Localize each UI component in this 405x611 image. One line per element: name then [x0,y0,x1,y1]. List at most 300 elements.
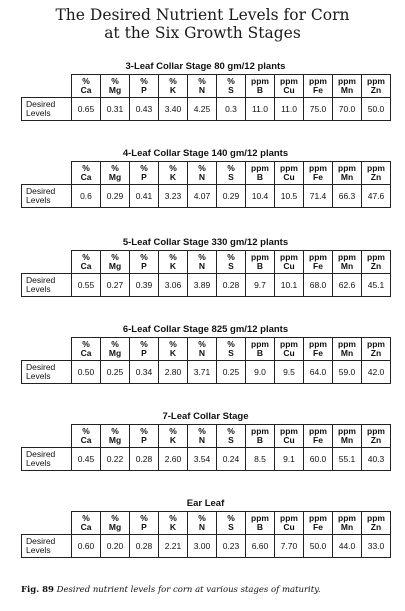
corner-cell [22,512,72,535]
header-element: S [228,522,234,532]
row-label-line-2: Levels [26,195,51,205]
value-cell: 55.1 [333,448,362,471]
header-element: Mn [340,85,354,95]
header-unit: ppm [280,339,298,349]
header-unit: % [111,252,119,262]
header-unit: % [111,426,119,436]
header-element: P [141,348,147,358]
header-row [22,251,391,274]
column-header [101,512,130,535]
header-element: Ca [80,348,92,358]
column-header [130,162,159,185]
column-header [159,425,188,448]
value-cell: 11.0 [246,98,275,121]
column-header [304,251,333,274]
header-element: B [256,85,264,95]
header-row [22,338,391,361]
header-element: K [169,435,177,445]
column-header [72,338,101,361]
header-element: Fe [313,348,323,358]
column-header [362,75,391,98]
header-unit: % [82,252,90,262]
header-unit: ppm [251,426,269,436]
column-header [275,425,304,448]
header-row [22,162,391,185]
row-label-line-2: Levels [26,458,51,468]
header-unit: ppm [338,426,356,436]
value-cell: 4.07 [188,185,217,208]
header-unit: ppm [367,163,385,173]
header-element: Fe [313,522,323,532]
header-element: P [141,435,147,445]
table-row [22,98,391,121]
stage-section [21,60,390,121]
value-cell: 0.34 [130,361,159,384]
header-unit: ppm [251,339,269,349]
header-unit: ppm [338,163,356,173]
header-element: Mn [340,172,354,182]
header-unit: % [227,76,235,86]
column-header [275,251,304,274]
value-cell: 0.24 [217,448,246,471]
column-header [72,162,101,185]
header-unit: % [169,163,177,173]
column-header [362,251,391,274]
column-header [362,162,391,185]
header-element: P [141,261,147,271]
header-element: K [169,348,177,358]
column-header [217,512,246,535]
header-element: Cu [283,435,295,445]
header-unit: % [198,339,206,349]
column-header [246,338,275,361]
value-cell: 10.4 [246,185,275,208]
row-label-line-1: Desired [26,186,56,196]
column-header [217,162,246,185]
header-element: P [141,85,147,95]
value-cell: 0.31 [101,98,130,121]
header-element: Mg [108,348,122,358]
column-header [275,162,304,185]
header-unit: ppm [309,339,327,349]
header-unit: ppm [367,426,385,436]
value-cell: 66.3 [333,185,362,208]
row-label [22,448,72,471]
table-row [22,361,391,384]
column-header [101,162,130,185]
value-cell: 50.0 [304,535,333,558]
value-cell: 45.1 [362,274,391,297]
column-header [246,512,275,535]
column-header [101,425,130,448]
value-cell: 0.55 [72,274,101,297]
header-element: N [198,261,206,271]
column-header [362,338,391,361]
value-cell: 0.6 [72,185,101,208]
header-element: Fe [313,261,323,271]
header-element: Mg [108,85,122,95]
header-element: K [169,172,177,182]
column-header [159,338,188,361]
header-element: Mn [340,348,354,358]
value-cell: 0.45 [72,448,101,471]
header-element: Mn [340,435,354,445]
header-element: N [198,435,206,445]
header-unit: ppm [367,339,385,349]
column-header [333,338,362,361]
header-unit: % [140,76,148,86]
value-cell: 0.25 [217,361,246,384]
header-element: Mn [340,261,354,271]
header-element: Cu [283,522,295,532]
header-unit: % [227,163,235,173]
header-element: B [256,172,264,182]
header-unit: % [169,252,177,262]
header-unit: % [169,513,177,523]
column-header [362,512,391,535]
header-element: B [256,435,264,445]
header-unit: % [111,163,119,173]
header-unit: ppm [309,252,327,262]
header-unit: ppm [309,76,327,86]
header-element: Cu [283,172,295,182]
header-unit: % [140,163,148,173]
header-element: K [169,522,177,532]
table-row [22,274,391,297]
value-cell: 9.0 [246,361,275,384]
column-header [101,251,130,274]
column-header [217,425,246,448]
header-unit: % [111,339,119,349]
value-cell: 8.5 [246,448,275,471]
value-cell: 3.06 [159,274,188,297]
column-header [217,338,246,361]
column-header [333,251,362,274]
value-cell: 2.60 [159,448,188,471]
value-cell: 0.50 [72,361,101,384]
stage-section [21,147,390,208]
header-unit: ppm [280,513,298,523]
column-header [246,75,275,98]
stage-heading: Ear Leaf [186,498,225,509]
header-unit: ppm [367,513,385,523]
value-cell: 3.89 [188,274,217,297]
header-element: Fe [313,85,323,95]
column-header [304,425,333,448]
table-row [22,535,391,558]
value-cell: 0.28 [217,274,246,297]
value-cell: 0.43 [130,98,159,121]
column-header [217,75,246,98]
value-cell: 0.60 [72,535,101,558]
column-header [304,512,333,535]
row-label-line-2: Levels [26,284,51,294]
nutrient-table [21,74,391,121]
value-cell: 9.7 [246,274,275,297]
nutrient-table [21,250,391,297]
header-element: Mg [108,435,122,445]
header-element: N [198,522,206,532]
value-cell: 0.25 [101,361,130,384]
header-unit: % [198,426,206,436]
column-header [188,251,217,274]
value-cell: 33.0 [362,535,391,558]
row-label-line-1: Desired [26,449,56,459]
header-unit: ppm [309,163,327,173]
row-label-line-1: Desired [26,362,56,372]
corner-cell [22,338,72,361]
value-cell: 10.5 [275,185,304,208]
header-element: Cu [283,85,295,95]
header-unit: % [82,513,90,523]
header-unit: ppm [280,76,298,86]
header-element: N [198,348,206,358]
table-row [22,448,391,471]
column-header [159,162,188,185]
header-unit: % [169,76,177,86]
header-unit: ppm [338,252,356,262]
value-cell: 3.40 [159,98,188,121]
value-cell: 0.29 [101,185,130,208]
row-label-line-2: Levels [26,545,51,555]
row-label [22,535,72,558]
column-header [159,512,188,535]
header-unit: ppm [338,513,356,523]
stage-section [21,236,390,297]
header-element: Mg [108,261,122,271]
header-element: Ca [80,435,92,445]
column-header [130,251,159,274]
column-header [101,75,130,98]
header-unit: ppm [309,513,327,523]
row-label-line-2: Levels [26,371,51,381]
header-element: B [256,522,264,532]
header-unit: ppm [309,426,327,436]
header-row [22,75,391,98]
row-label-line-1: Desired [26,99,56,109]
value-cell: 0.28 [130,448,159,471]
column-header [188,425,217,448]
nutrient-table [21,337,391,384]
header-element: Mg [108,172,122,182]
column-header [217,251,246,274]
header-unit: ppm [251,252,269,262]
header-element: K [169,85,177,95]
header-unit: % [227,513,235,523]
header-element: S [228,172,234,182]
header-element: S [228,85,234,95]
header-element: Zn [370,522,382,532]
nutrient-table [21,511,391,558]
value-cell: 0.29 [217,185,246,208]
corner-cell [22,162,72,185]
value-cell: 0.39 [130,274,159,297]
header-unit: % [140,252,148,262]
column-header [275,512,304,535]
value-cell: 11.0 [275,98,304,121]
header-element: K [169,261,177,271]
header-row [22,512,391,535]
header-unit: ppm [367,252,385,262]
header-unit: ppm [251,76,269,86]
header-unit: % [82,163,90,173]
row-label-line-1: Desired [26,275,56,285]
value-cell: 62.6 [333,274,362,297]
header-element: B [256,261,264,271]
page-title [0,6,405,42]
header-element: N [198,172,206,182]
header-element: S [228,348,234,358]
title-line-1: The Desired Nutrient Levels for Corn [55,6,350,24]
column-header [275,338,304,361]
header-unit: ppm [338,339,356,349]
value-cell: 71.4 [304,185,333,208]
header-unit: ppm [280,163,298,173]
value-cell: 0.28 [130,535,159,558]
stage-heading: 7-Leaf Collar Stage [162,411,249,422]
column-header [130,425,159,448]
value-cell: 9.1 [275,448,304,471]
header-unit: ppm [280,252,298,262]
header-element: Zn [370,85,382,95]
header-unit: % [82,76,90,86]
value-cell: 64.0 [304,361,333,384]
value-cell: 42.0 [362,361,391,384]
corner-cell [22,251,72,274]
header-unit: % [227,252,235,262]
value-cell: 75.0 [304,98,333,121]
column-header [188,75,217,98]
header-element: Zn [370,435,382,445]
value-cell: 2.21 [159,535,188,558]
caption-text: Desired nutrient levels for corn at various stages of maturity. [56,585,321,595]
header-unit: % [198,163,206,173]
header-unit: % [111,513,119,523]
value-cell: 3.00 [188,535,217,558]
column-header [333,425,362,448]
column-header [304,162,333,185]
header-unit: ppm [251,163,269,173]
column-header [72,251,101,274]
column-header [246,425,275,448]
header-element: S [228,435,234,445]
column-header [246,251,275,274]
header-unit: % [198,76,206,86]
stage-heading: 5-Leaf Collar Stage 330 gm/12 plants [122,237,289,248]
header-unit: % [111,76,119,86]
corner-cell [22,425,72,448]
value-cell: 9.5 [275,361,304,384]
header-element: Mg [108,522,122,532]
title-line-2: at the Six Growth Stages [104,24,301,42]
column-header [333,75,362,98]
value-cell: 0.27 [101,274,130,297]
header-element: P [141,522,147,532]
value-cell: 2.80 [159,361,188,384]
value-cell: 0.3 [217,98,246,121]
stage-heading: 6-Leaf Collar Stage 825 gm/12 plants [122,324,289,335]
nutrient-table [21,424,391,471]
header-element: B [256,348,264,358]
header-row [22,425,391,448]
header-unit: ppm [251,513,269,523]
header-unit: % [198,252,206,262]
value-cell: 47.6 [362,185,391,208]
header-element: Zn [370,348,382,358]
stage-heading: 3-Leaf Collar Stage 80 gm/12 plants [125,61,286,72]
stage-heading: 4-Leaf Collar Stage 140 gm/12 plants [122,148,289,159]
header-element: S [228,261,234,271]
column-header [362,425,391,448]
row-label [22,274,72,297]
header-unit: % [140,339,148,349]
header-element: Mn [340,522,354,532]
column-header [130,75,159,98]
header-element: Zn [370,261,382,271]
row-label [22,185,72,208]
value-cell: 3.71 [188,361,217,384]
column-header [304,338,333,361]
corner-cell [22,75,72,98]
column-header [188,512,217,535]
column-header [275,75,304,98]
header-element: Cu [283,261,295,271]
value-cell: 50.0 [362,98,391,121]
header-element: Ca [80,522,92,532]
row-label [22,98,72,121]
column-header [72,425,101,448]
header-unit: % [82,426,90,436]
column-header [333,512,362,535]
header-unit: % [227,339,235,349]
value-cell: 44.0 [333,535,362,558]
column-header [159,75,188,98]
value-cell: 3.23 [159,185,188,208]
value-cell: 0.23 [217,535,246,558]
column-header [159,251,188,274]
column-header [246,162,275,185]
stage-section [21,410,390,471]
header-unit: % [227,426,235,436]
header-unit: % [82,339,90,349]
header-unit: % [140,513,148,523]
header-element: N [198,85,206,95]
header-element: Ca [80,261,92,271]
column-header [101,338,130,361]
figure-label: Fig. 89 [21,585,54,595]
value-cell: 59.0 [333,361,362,384]
value-cell: 70.0 [333,98,362,121]
header-unit: % [169,426,177,436]
column-header [333,162,362,185]
column-header [130,512,159,535]
header-element: Fe [313,172,323,182]
header-element: P [141,172,147,182]
row-label-line-2: Levels [26,108,51,118]
column-header [72,512,101,535]
header-element: Cu [283,348,295,358]
column-header [188,338,217,361]
header-unit: ppm [338,76,356,86]
stage-section [21,497,390,558]
value-cell: 3.54 [188,448,217,471]
value-cell: 0.22 [101,448,130,471]
value-cell: 10.1 [275,274,304,297]
nutrient-table [21,161,391,208]
value-cell: 0.20 [101,535,130,558]
table-row [22,185,391,208]
row-label [22,361,72,384]
